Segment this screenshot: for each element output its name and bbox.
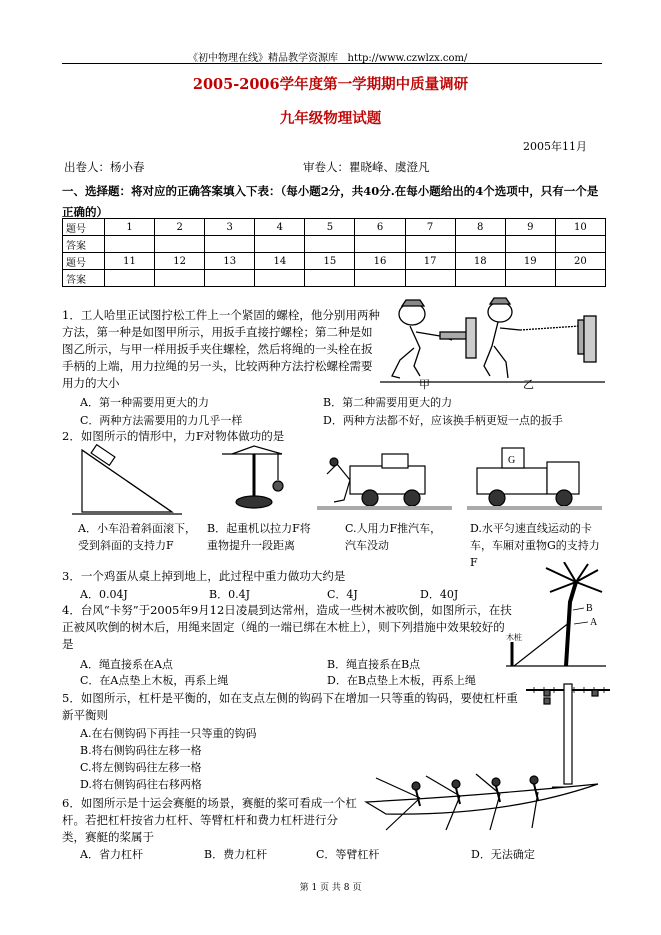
answer-cell[interactable] <box>405 236 455 253</box>
question-number: 7 <box>405 219 455 236</box>
answer-cell[interactable] <box>205 236 255 253</box>
answer-cell[interactable] <box>205 270 255 287</box>
q6-option-c: C．等臂杠杆 <box>316 848 380 861</box>
answer-cell[interactable] <box>555 236 605 253</box>
answer-cell[interactable] <box>105 236 155 253</box>
answer-cell[interactable] <box>255 236 305 253</box>
question-number: 11 <box>105 253 155 270</box>
question-number: 14 <box>255 253 305 270</box>
q1-option-b: B．第二种需要用更大的力 <box>323 396 453 409</box>
q2-stem: 2．如图所示的情形中，力F对物体做功的是 <box>62 429 285 443</box>
q2-g-label: G <box>508 455 516 466</box>
q4-option-b: B．绳直接系在B点 <box>327 658 421 671</box>
q1-option-d: D．两种方法都不好，应该换手柄更短一点的扳手 <box>323 414 563 427</box>
answer-cell[interactable] <box>505 270 555 287</box>
answer-cell[interactable] <box>355 270 405 287</box>
q4-stem: 4．台风“卡努”于2005年9月12日凌晨到达常州，造成一些树木被吹倒，如图所示，在扶正被风吹倒的树木后，用绳来固定（绳的一端已绑在木桩上），则下列措施中效果较好的是 <box>62 603 512 651</box>
answer-cell[interactable] <box>505 236 555 253</box>
question-number: 16 <box>355 253 405 270</box>
answer-cell[interactable] <box>155 270 205 287</box>
reviewer: 审卷人：瞿晓峰、虞澄凡 <box>303 160 430 174</box>
question-number: 8 <box>455 219 505 236</box>
answer-cell[interactable] <box>455 236 505 253</box>
answer-cell[interactable] <box>455 270 505 287</box>
question-number: 1 <box>105 219 155 236</box>
answer-cell[interactable] <box>355 236 405 253</box>
q6-stem: 6．如图所示是十运会赛艇的场景，赛艇的桨可看成一个杠杆。若把杠杆按省力杠杆、等臂杠杆和费力杠杆进行分类，赛艇的桨属于 <box>62 796 357 844</box>
question-number: 5 <box>305 219 355 236</box>
q6-option-b: B．费力杠杆 <box>204 848 268 861</box>
row-label: 答案 <box>63 270 105 287</box>
q2-figures <box>72 444 612 516</box>
q4-option-c: C．在A点垫上木板，再系上绳 <box>80 674 229 687</box>
q5-stem: 5．如图所示，杠杆是平衡的，如在支点左侧的钩码下在增加一只等重的钩码，要使杠杆重新平衡则 <box>62 691 518 722</box>
q4-label-b: B <box>586 603 593 614</box>
question-number: 9 <box>505 219 555 236</box>
q1-fig-b-label: 乙 <box>523 378 534 391</box>
row-label: 题号 <box>63 253 105 270</box>
exam-date: 2005年11月 <box>523 140 587 153</box>
question-number: 6 <box>355 219 405 236</box>
question-number: 19 <box>505 253 555 270</box>
q6-option-a: A．省力杠杆 <box>80 848 143 861</box>
question-number: 17 <box>405 253 455 270</box>
q1-option-c: C．两种方法需要用的力几乎一样 <box>80 414 243 427</box>
q5-option-d: D.将右侧钩码往右移两格 <box>80 778 202 791</box>
question-number: 20 <box>555 253 605 270</box>
q4-tree-figure <box>506 562 606 670</box>
question-number: 18 <box>455 253 505 270</box>
q1-fig-a-label: 甲 <box>419 378 430 391</box>
section-heading: 一、选择题：将对应的正确答案填入下表：（每小题2分，共40分.在每小题给出的4个选项中，只有一个是正确的） <box>62 184 599 219</box>
answer-cell[interactable] <box>105 270 155 287</box>
q3-option-b: B．0.4J <box>209 588 250 601</box>
header-rule <box>62 63 602 64</box>
q3-option-d: D．40J <box>420 588 459 601</box>
answer-cell[interactable] <box>305 270 355 287</box>
answer-cell[interactable] <box>555 270 605 287</box>
table-row <box>63 253 606 270</box>
question-number: 4 <box>255 219 305 236</box>
q1-wrench-figure <box>380 296 605 391</box>
question-number: 3 <box>205 219 255 236</box>
table-row <box>63 236 606 253</box>
question-number: 10 <box>555 219 605 236</box>
q3-option-c: C．4J <box>327 588 358 601</box>
q1-stem: 1．工人哈里正试图拧松工件上一个紧固的螺栓，他分别用两种方法，第一种是如图甲所示，用扳手直接拧螺栓；第二种是如图乙所示，与甲一样用扳手夹住螺栓，然后将绳的一头栓在扳手柄的上端，用力拉绳的另一头，比较两种方法拧松螺栓需要用力的大小 <box>62 308 380 390</box>
row-label: 答案 <box>63 236 105 253</box>
q4-label-a: A <box>590 617 598 628</box>
row-label: 题号 <box>63 219 105 236</box>
q2-option-c: C.人用力F推汽车，汽车没动 <box>345 522 442 552</box>
q5-option-a: A.在右侧钩码下再挂一只等重的钩码 <box>80 727 257 740</box>
answer-cell[interactable] <box>405 270 455 287</box>
question-number: 12 <box>155 253 205 270</box>
q4-option-a: A．绳直接系在A点 <box>80 658 173 671</box>
q4-post-label: 木桩 <box>506 633 522 642</box>
question-number: 2 <box>155 219 205 236</box>
header-url[interactable]: http://www.czwlzx.com/ <box>347 53 468 64</box>
q2-option-b: B．起重机以拉力F将重物提升一段距离 <box>207 522 311 552</box>
page-header <box>188 49 467 64</box>
author: 出卷人：杨小春 <box>64 160 145 174</box>
answer-cell[interactable] <box>305 236 355 253</box>
q3-option-a: A．0.04J <box>80 588 128 601</box>
q2-option-d: D.水平匀速直线运动的卡车，车厢对重物G的支持力F <box>470 522 600 569</box>
q6-option-d: D．无法确定 <box>471 848 535 861</box>
q4-option-d: D．在B点垫上木板，再系上绳 <box>327 674 476 687</box>
exam-title: 2005-2006学年度第一学期期中质量调研 <box>192 76 469 93</box>
answer-cell[interactable] <box>155 236 205 253</box>
q5-option-b: B.将右侧钩码往左移一格 <box>80 744 202 757</box>
question-number: 13 <box>205 253 255 270</box>
question-number: 15 <box>305 253 355 270</box>
page-footer: 第 1 页 共 8 页 <box>299 883 362 893</box>
answer-table <box>62 218 606 287</box>
q5-option-c: C.将左侧钩码往左移一格 <box>80 761 202 774</box>
answer-cell[interactable] <box>255 270 305 287</box>
exam-subtitle: 九年级物理试题 <box>279 110 382 127</box>
table-row <box>63 219 606 236</box>
q6-rowing-figure <box>356 772 606 834</box>
q1-option-a: A．第一种需要用更大的力 <box>80 396 209 409</box>
q3-stem: 3．一个鸡蛋从桌上掉到地上，此过程中重力做功大约是 <box>62 569 346 583</box>
table-row <box>63 270 606 287</box>
q2-option-a: A．小车沿着斜面滚下，受到斜面的支持力F <box>78 522 196 552</box>
header-text: 《初中物理在线》精品教学资源库 <box>188 53 338 64</box>
